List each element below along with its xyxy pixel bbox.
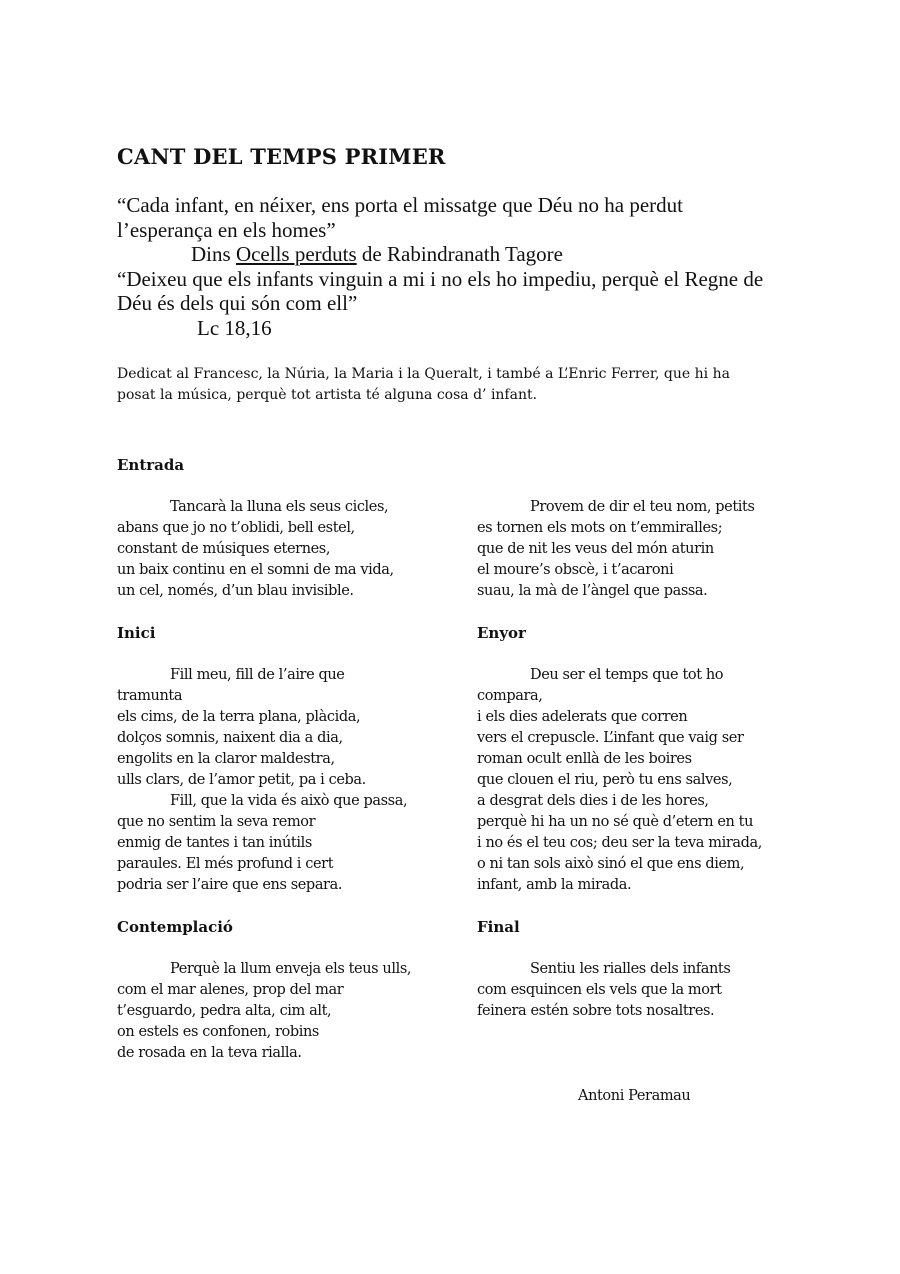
epigraph-quote-2-line-1: “Deixeu que els infants vinguin a mi i no els ho impediu, perquè el Regne de [117, 266, 764, 291]
section-title [477, 455, 807, 476]
dedication [117, 364, 797, 406]
dedication-line: Dedicat al Francesc, la Núria, la Maria i la Queralt, i també a L’Enric Ferrer, que hi ha [117, 366, 730, 382]
verse-line: paraules. El més profund i cert [117, 856, 334, 872]
verse-line: tramunta [117, 688, 183, 704]
verse-line: i no és el teu cos; deu ser la teva mirada, [477, 835, 762, 851]
epigraph-quote-1-line-1: “Cada infant, en néixer, ens porta el missatge que Déu no ha perdut [117, 193, 683, 217]
poem-column-left [117, 455, 447, 1064]
epigraph-source-2: Lc 18,16 [197, 315, 272, 340]
epigraph [117, 193, 797, 340]
verse-line: com esquincen els vels que la mort [477, 982, 722, 998]
verse-line: Fill meu, fill de l’aire que [170, 667, 345, 683]
stanza-gap [117, 602, 447, 623]
author-signature: Antoni Peramau [578, 1088, 691, 1104]
verse-line: compara, [477, 688, 543, 704]
section-title: Final [477, 918, 520, 936]
verse-line: el moure’s obscè, i t’acaroni [477, 562, 674, 578]
verse-line: on estels es confonen, robins [117, 1024, 319, 1040]
verse-line: t’esguardo, pedra alta, cim alt, [117, 1003, 332, 1019]
poem-title: CANT DEL TEMPS PRIMER [117, 144, 446, 169]
verse-line: suau, la mà de l’àngel que passa. [477, 583, 708, 599]
verse-line: com el mar alenes, prop del mar [117, 982, 344, 998]
title-gap [117, 938, 447, 959]
verse-line: feinera estén sobre tots nosaltres. [477, 1003, 715, 1019]
stanza-gap [117, 896, 447, 917]
verse-line: enmig de tantes i tan inútils [117, 835, 312, 851]
verse-line: podria ser l’aire que ens separa. [117, 877, 343, 893]
verse-line: ulls clars, de l’amor petit, pa i ceba. [117, 772, 366, 788]
epigraph-source-1 [117, 242, 797, 267]
verse-line: roman ocult enllà de les boires [477, 751, 692, 767]
title-gap [477, 644, 807, 665]
title-gap [477, 476, 807, 497]
verse-line: engolits en la claror maldestra, [117, 751, 335, 767]
verse-line: i els dies adelerats que corren [477, 709, 688, 725]
title-gap [117, 476, 447, 497]
verse-line: infant, amb la mirada. [477, 877, 632, 893]
verse-line: un baix continu en el somni de ma vida, [117, 562, 394, 578]
epigraph-quote-2-line-2: Déu és dels qui són com ell” [117, 291, 358, 315]
verse-line: un cel, només, d’un blau invisible. [117, 583, 354, 599]
verse-line: vers el crepuscle. L’infant que vaig ser [477, 730, 744, 746]
verse-line: Tancarà la lluna els seus cicles, [170, 499, 389, 515]
verse-line: constant de músiques eternes, [117, 541, 331, 557]
verse-line: Deu ser el temps que tot ho [530, 667, 724, 683]
section-title: Enyor [477, 624, 526, 642]
verse-line: o ni tan sols això sinó el que ens diem, [477, 856, 745, 872]
section-title: Inici [117, 624, 156, 642]
verse-line: Provem de dir el teu nom, petits [530, 499, 755, 515]
stanza-gap [477, 896, 807, 917]
stanza [117, 959, 447, 1064]
verse-line: Fill, que la vida és això que passa, [170, 793, 408, 809]
stanza [117, 497, 447, 602]
epigraph-quote-1-line-2: l’esperança en els homes” [117, 217, 336, 242]
source-1-suffix: de Rabindranath Tagore [356, 242, 563, 266]
verse-line: a desgrat dels dies i de les hores, [477, 793, 709, 809]
stanza-gap [477, 602, 807, 623]
stanza [117, 665, 447, 896]
verse-line: perquè hi ha un no sé què d’etern en tu [477, 814, 754, 830]
verse-line: que de nit les veus del món aturin [477, 541, 714, 557]
poem-column-right [477, 455, 807, 1022]
section-title: Entrada [117, 456, 185, 474]
stanza [477, 497, 807, 602]
title-gap [477, 938, 807, 959]
verse-line: que clouen el riu, però tu ens salves, [477, 772, 733, 788]
title-gap [117, 644, 447, 665]
verse-line: de rosada en la teva rialla. [117, 1045, 302, 1061]
verse-line: dolços somnis, naixent dia a dia, [117, 730, 343, 746]
verse-line: es tornen els mots on t’emmiralles; [477, 520, 723, 536]
stanza [477, 959, 807, 1022]
stanza [477, 665, 807, 896]
verse-line: que no sentim la seva remor [117, 814, 316, 830]
source-1-book-title: Ocells perduts [235, 242, 357, 266]
verse-line: els cims, de la terra plana, plàcida, [117, 709, 361, 725]
dedication-line: posat la música, perquè tot artista té alguna cosa d’ infant. [117, 387, 538, 403]
verse-line: Perquè la llum enveja els teus ulls, [170, 961, 412, 977]
source-1-prefix: Dins [191, 242, 236, 266]
verse-line: abans que jo no t’oblidi, bell estel, [117, 520, 355, 536]
verse-line: Sentiu les rialles dels infants [530, 961, 731, 977]
section-title: Contemplació [117, 918, 233, 936]
